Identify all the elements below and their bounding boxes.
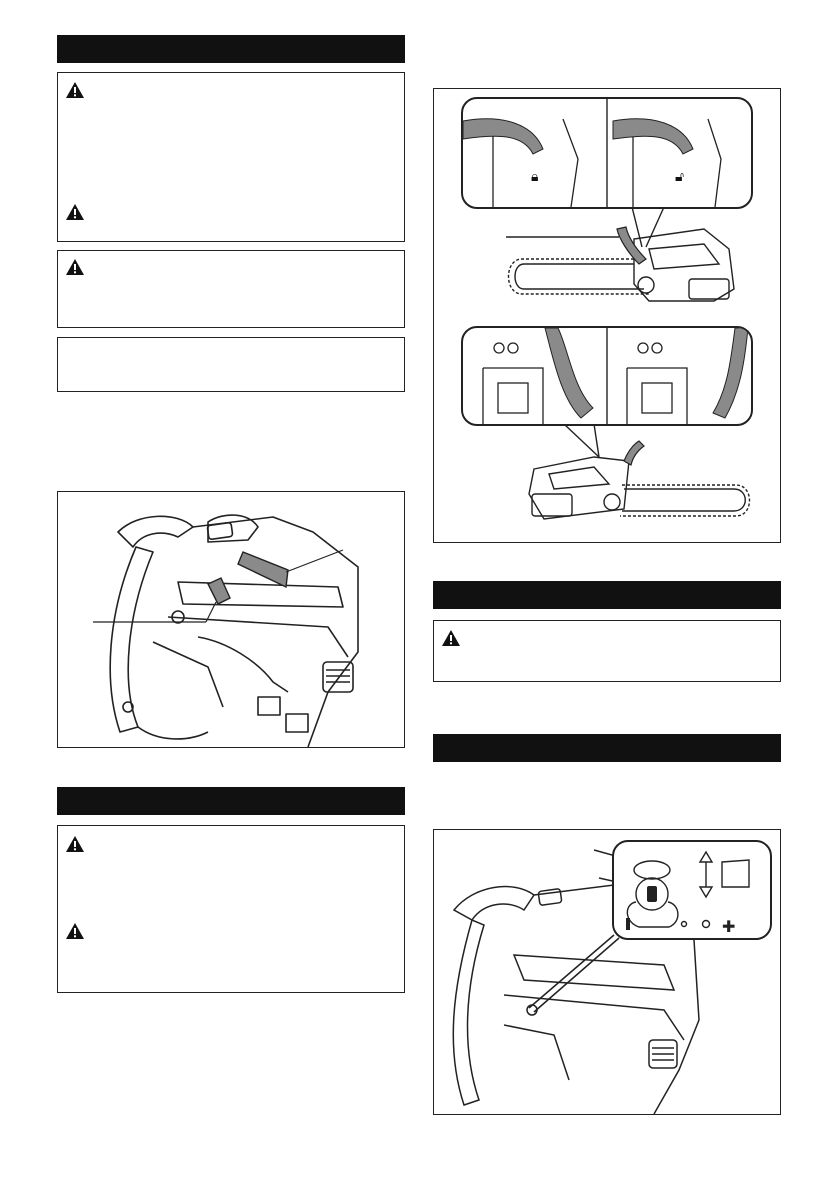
warning-triangle-icon	[66, 923, 84, 939]
callout-lock-unlock	[461, 97, 753, 209]
lock-unlock-detail	[463, 99, 751, 207]
figure-lock-positions	[433, 88, 781, 543]
plus-icon: ✚︎	[722, 917, 736, 936]
warning-triangle-icon	[66, 82, 84, 98]
warning-triangle-icon	[442, 630, 460, 646]
section-header-bar-3	[433, 581, 781, 609]
warning-triangle-icon	[66, 836, 84, 852]
chain-brake-lever	[238, 552, 288, 587]
lock-icon: 🔒︎	[531, 169, 539, 185]
chain-brake-lever-lower	[624, 441, 644, 465]
figure-oil-adjust	[433, 829, 781, 1115]
brake-position-detail	[463, 328, 751, 424]
warning-box-4	[433, 620, 781, 682]
note-box	[57, 337, 405, 392]
warning-triangle-icon	[66, 204, 84, 220]
unlock-icon: 🔓︎	[675, 169, 685, 185]
chainsaw-top-view-illustration	[58, 492, 404, 747]
warning-triangle-icon	[66, 259, 84, 275]
callout-brake-positions	[461, 326, 753, 426]
warning-box-1	[57, 72, 405, 242]
figure-chain-brake-lever	[57, 491, 405, 748]
oil-adjust-detail	[614, 842, 770, 938]
rear-handle-release	[208, 578, 230, 604]
section-header-bar-2	[57, 787, 405, 815]
section-header-bar-4	[433, 734, 781, 762]
warning-box-3	[57, 825, 405, 993]
callout-oil-adjust	[612, 840, 772, 940]
warning-box-2	[57, 250, 405, 328]
section-header-bar-1	[57, 35, 405, 63]
